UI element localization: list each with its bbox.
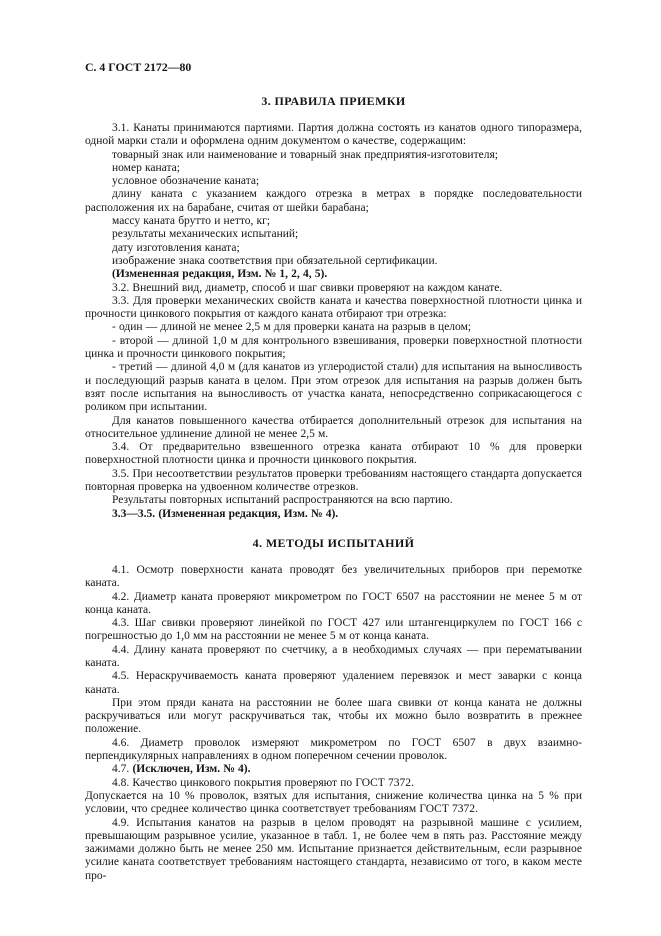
paragraph	[85, 415, 582, 442]
paragraph	[85, 122, 582, 149]
text-run: номер каната;	[112, 161, 180, 174]
text-run: условное обозначение каната;	[112, 175, 260, 188]
paragraph	[85, 282, 582, 295]
paragraph	[85, 441, 582, 468]
paragraph	[85, 335, 582, 362]
text-run: 4.5. Нераскручиваемость каната проверяют удалением перевязок и мест заварки с конца каната.	[85, 670, 582, 696]
section-title: 4. МЕТОДЫ ИСПЫТАНИЙ	[252, 535, 415, 550]
text-run: массу каната брутто и нетто, кг;	[112, 215, 271, 228]
text-run: При этом пряди каната на расстоянии не более шага свивки от конца каната не должны раскручиваться или могут раскручиваться так, чтобы их можно было возвратить в прежнее положение.	[85, 696, 582, 736]
bold-text-run: 3.3—3.5.	[112, 507, 159, 520]
text-run: результаты механических испытаний;	[112, 228, 299, 241]
text-run: Допускается на 10 % проволок, взятых для испытания, снижение количества цинка на 5 % при условии, что среднее количество цинка соответствует требованиям ГОСТ 7372.	[85, 789, 582, 816]
paragraph	[85, 188, 582, 215]
text-run: Результаты повторных испытаний распространяются на всю партию.	[112, 494, 453, 507]
text-run: 3.3. Для проверки механических свойств каната и качества поверхностной плотности цинка и прочности цинкового покрытия от каждого каната отбирают три отрезка:	[85, 294, 582, 321]
text-run: 3.1. Канаты принимаются партиями. Партия должна состоять из канатов одного типоразмера, одной марки стали и оформлена одним документом о качестве, содержащим:	[85, 122, 582, 148]
bold-text-run: (Исключен, Изм. № 4).	[132, 763, 251, 776]
document-body	[85, 94, 582, 883]
paragraph	[85, 644, 582, 671]
bold-text-run: (Измененная редакция, Изм. № 4).	[158, 507, 339, 520]
text-run: - один — длиной не менее 2,5 м для проверки каната на разрыв в целом;	[112, 321, 472, 334]
section-title: 3. ПРАВИЛА ПРИЕМКИ	[261, 94, 406, 108]
paragraph	[85, 508, 582, 521]
text-run: 4.9. Испытания канатов на разрыв в целом проводят на разрывной машине с усилием, превышающим разрывное усилие, указанное в табл. 1, не более чем в пять раз. Расстояние между зажимами должно быть не менее 250 мм. Испытание признается действительным, если разрывное усилие каната соответствует требованиям настоящего стандарта, независимо от того, в каком месте про-	[85, 816, 582, 882]
paragraph	[85, 790, 582, 817]
paragraph	[85, 295, 582, 322]
page-header: С. 4 ГОСТ 2172—80	[85, 60, 192, 74]
text-run: 4.3. Шаг свивки проверяют линейкой по ГОСТ 427 или штангенциркулем по ГОСТ 166 с погрешностью до 1,0 мм на расстоянии не менее 5 м от конца каната.	[85, 617, 582, 643]
text-run: длину каната с указанием каждого отрезка в метрах в порядке последовательности расположения их на барабане, считая от шейки барабана;	[85, 188, 582, 214]
paragraph	[85, 777, 582, 790]
paragraph	[85, 468, 582, 495]
text-run: 3.2. Внешний вид, диаметр, способ и шаг свивки проверяют на каждом канате.	[112, 281, 503, 294]
text-run: 4.1. Осмотр поверхности каната проводят без увеличительных приборов при перемотке каната.	[85, 563, 582, 590]
paragraph	[85, 228, 582, 241]
paragraph	[85, 697, 582, 737]
paragraph	[85, 175, 582, 188]
paragraph	[85, 763, 582, 776]
bold-text-run: (Измененная редакция, Изм. № 1, 2, 4, 5).	[112, 268, 328, 281]
paragraph	[85, 564, 582, 591]
paragraph	[85, 149, 582, 162]
paragraph	[85, 268, 582, 281]
text-run: 4.8. Качество цинкового покрытия проверяют по ГОСТ 7372.	[112, 776, 414, 789]
text-run: - третий — длиной 4,0 м (для канатов из углеродистой стали) для испытания на выносливость и последующий разрыв каната в целом. При этом отрезок для испытания на разрыв должен быть взят после испытания на выносливость от участка каната, непосредственно соприкасающегося с роликом при испытании.	[85, 361, 582, 414]
paragraph	[85, 670, 582, 697]
paragraph	[85, 361, 582, 414]
text-run: 3.5. При несоответствии результатов проверки требованиям настоящего стандарта допускается повторная проверка на удвоенном количестве отрезков.	[85, 467, 582, 494]
text-run: 4.2. Диаметр каната проверяют микрометром по ГОСТ 6507 на расстоянии не менее 5 м от конца каната.	[85, 590, 582, 616]
paragraph	[85, 215, 582, 228]
paragraph	[85, 162, 582, 175]
text-run: дату изготовления каната;	[112, 241, 240, 254]
text-run: Для канатов повышенного качества отбирается дополнительный отрезок для испытания на относительное удлинение длиной не менее 2,5 м.	[85, 414, 582, 440]
paragraph	[85, 255, 582, 268]
paragraph	[85, 591, 582, 618]
text-run: изображение знака соответствия при обязательной сертификации.	[112, 254, 438, 267]
text-run: 3.4. От предварительно взвешенного отрезка каната отбирают 10 % для проверки поверхностной плотности цинка и прочности цинкового покрытия.	[85, 441, 582, 467]
text-run: 4.6. Диаметр проволок измеряют микрометром по ГОСТ 6507 в двух взаимно-перпендикулярных направлениях в одном поперечном сечении проволок.	[85, 736, 582, 763]
text-run: 4.7.	[112, 763, 133, 776]
paragraph	[85, 242, 582, 255]
paragraph	[85, 494, 582, 507]
text-run: 4.4. Длину каната проверяют по счетчику, а в необходимых случаях — при перематывании каната.	[85, 643, 582, 669]
paragraph	[85, 617, 582, 644]
text-run: - второй — длиной 1,0 м для контрольного взвешивания, проверки поверхностной плотности цинка и прочности цинкового покрытия;	[85, 334, 582, 361]
paragraph	[85, 737, 582, 764]
text-run: товарный знак или наименование и товарный знак предприятия-изготовителя;	[112, 148, 498, 161]
paragraph	[85, 817, 582, 883]
paragraph	[85, 321, 582, 334]
